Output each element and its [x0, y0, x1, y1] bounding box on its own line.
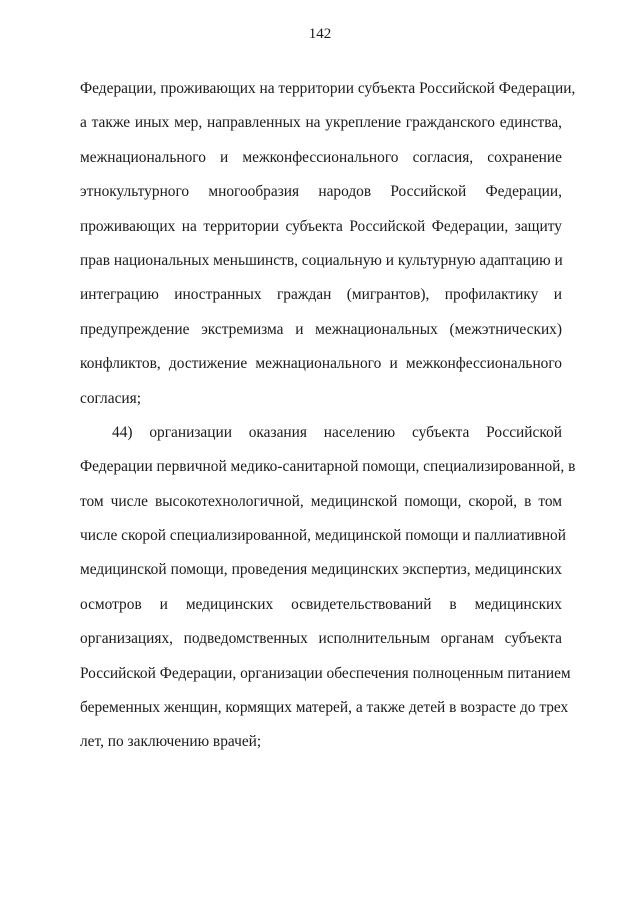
text-line: конфликтов, достижение межнационального и межконфессионального — [80, 355, 562, 373]
page-number: 142 — [308, 26, 332, 42]
text-line: предупреждение экстремизма и межнациональных (межэтнических) — [80, 320, 562, 338]
text-line: прав национальных меньшинств, социальную и культурную адаптацию и — [80, 251, 563, 269]
paragraph-item-44 — [80, 420, 576, 764]
text-line: проживающих на территории субъекта Российской Федерации, защиту — [80, 217, 562, 235]
text-line: организациях, подведомственных исполнительным органам субъекта — [80, 630, 562, 648]
text-line: медицинской помощи, проведения медицинских экспертиз, медицинских — [80, 561, 562, 579]
text-line: этнокультурного многообразия народов Российской Федерации, — [80, 183, 562, 201]
document-body — [80, 76, 576, 764]
text-line: а также иных мер, направленных на укрепление гражданского единства, — [80, 114, 562, 132]
text-line: Федерации первичной медико-санитарной помощи, специализированной, в — [80, 458, 576, 476]
text-line: Российской Федерации, организации обеспечения полноценным питанием — [80, 664, 571, 682]
text-line: межнационального и межконфессионального согласия, сохранение — [80, 148, 562, 166]
text-line: Федерации, проживающих на территории субъекта Российской Федерации, — [80, 80, 576, 97]
text-line: осмотров и медицинских освидетельствований в медицинских — [80, 595, 562, 613]
text-line: 44) организации оказания населению субъекта Российской — [112, 423, 562, 441]
text-line: том числе высокотехнологичной, медицинской помощи, скорой, в том — [80, 492, 562, 510]
paragraph-continuation — [80, 76, 576, 420]
text-line: лет, по заключению врачей; — [80, 733, 262, 751]
text-line: числе скорой специализированной, медицинской помощи и паллиативной — [80, 527, 566, 545]
text-line: интеграцию иностранных граждан (мигрантов), профилактику и — [80, 286, 562, 304]
text-line: беременных женщин, кормящих матерей, а также детей в возрасте до трех — [80, 699, 569, 717]
text-line: согласия; — [80, 389, 141, 407]
